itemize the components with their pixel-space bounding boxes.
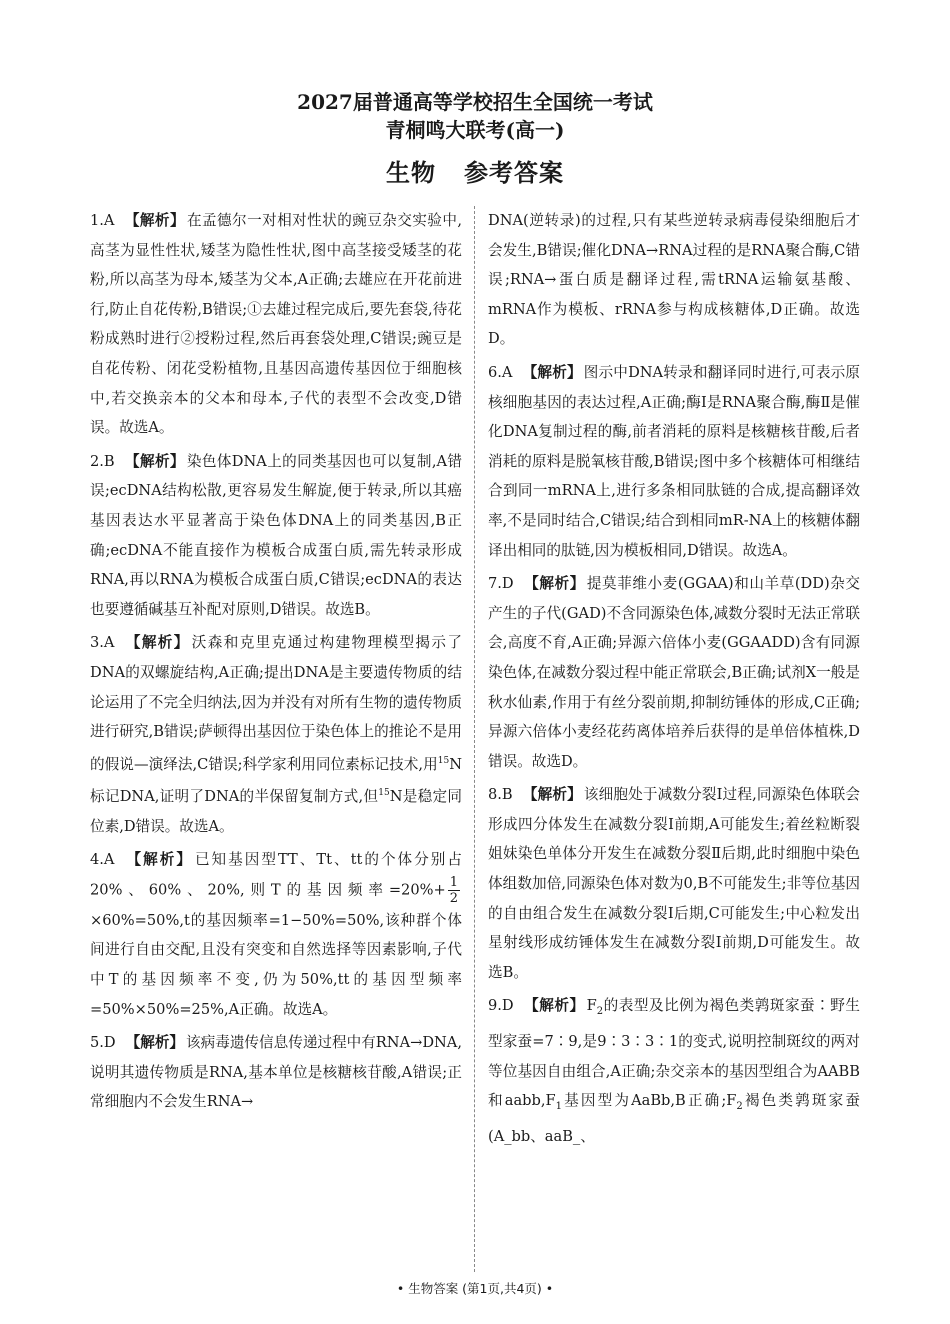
answer-text: N是稳定同位素,D错误。故选A。 xyxy=(90,788,462,835)
generation-subscript: 2 xyxy=(736,1101,743,1113)
answer-number: 7.D xyxy=(488,575,514,593)
exam-title: 2027届普通高等学校招生全国统一考试 xyxy=(297,90,653,114)
answer-item-6 xyxy=(488,358,860,565)
answer-number: 1.A xyxy=(90,212,115,229)
answer-text: ×60%=50%,t的基因频率=1−50%=50%,该种群个体间进行自由交配,且没有突变和自然选择等因素影响,子代中T的基因频率不变,仍为50%,tt的基因型频率=50%×50%=25%,A正确。故选A。 xyxy=(90,911,462,1018)
page-header xyxy=(0,88,950,190)
subject-name: 生物 xyxy=(386,158,436,187)
analysis-tag: 【解析】 xyxy=(124,212,185,229)
right-column xyxy=(488,206,860,1155)
left-column xyxy=(90,206,462,1121)
answer-number: 2.B xyxy=(90,452,115,470)
analysis-tag: 【解析】 xyxy=(124,851,193,869)
answer-number: 5.D xyxy=(90,1034,116,1052)
exam-subtitle: 青桐鸣大联考(高一) xyxy=(385,118,565,142)
page-footer: • 生物答案 (第1页,共4页) • xyxy=(396,1281,554,1296)
column-divider xyxy=(474,206,475,1272)
analysis-tag: 【解析】 xyxy=(124,452,185,470)
answer-text: 已知基因型TT、Tt、tt的个体分别占20%、60%、20%,则T的基因频率=20%+ xyxy=(90,851,462,899)
answer-text: N标记DNA,证明了DNA的半保留复制方式,但 xyxy=(90,755,462,805)
answer-number: 9.D xyxy=(488,997,514,1015)
doc-type: 参考答案 xyxy=(464,158,564,187)
answer-text: 沃森和克里克通过构建物理模型揭示了DNA的双螺旋结构,A正确;提出DNA是主要遗传物质的结论运用了不完全归纳法,因为并没有对所有生物的遗传物质进行研究,B错误;萨顿得出基因位于染色体上的推论不是用的假说—演绎法,C错误;科学家利用同位素标记技术,用 xyxy=(90,634,462,773)
answer-item-5-continued xyxy=(488,206,860,354)
answer-text: F xyxy=(586,997,597,1015)
answer-text: 基因型为AaBb,B正确;F xyxy=(561,1092,737,1110)
answer-text: 该病毒遗传信息传递过程中有RNA→DNA,说明其遗传物质是RNA,基本单位是核糖核苷酸,A错误;正常细胞内不会发生RNA→ xyxy=(90,1034,462,1111)
answer-number: 4.A xyxy=(90,851,115,869)
analysis-tag: 【解析】 xyxy=(522,363,582,381)
analysis-tag: 【解析】 xyxy=(523,575,585,593)
answer-item-5 xyxy=(90,1028,462,1117)
analysis-tag: 【解析】 xyxy=(124,634,190,652)
answer-item-8 xyxy=(488,780,860,987)
analysis-tag: 【解析】 xyxy=(125,1034,185,1052)
answer-item-4 xyxy=(90,845,462,1024)
analysis-tag: 【解析】 xyxy=(523,997,585,1015)
analysis-tag: 【解析】 xyxy=(522,786,582,804)
answer-text: 褐色类鹑斑家蚕(A_bb、aaB_、 xyxy=(488,1092,860,1145)
isotope-superscript: 15 xyxy=(378,788,390,799)
fraction xyxy=(448,875,460,906)
answer-number: 6.A xyxy=(488,363,513,381)
answer-text: DNA(逆转录)的过程,只有某些逆转录病毒侵染细胞后才会发生,B错误;催化DNA→RNA过程的是RNA聚合酶,C错误;RNA→蛋白质是翻译过程,需tRNA运输氨基酸、mRNA作为模板、rRNA参与构成核糖体,D正确。故选D。 xyxy=(488,212,860,348)
answer-text: 在孟德尔一对相对性状的豌豆杂交实验中,高茎为显性性状,矮茎为隐性性状,图中高茎接受矮茎的花粉,所以高茎为母本,矮茎为父本,A正确;去雄应在开花前进行,防止自花传粉,B错误;①去雄过程完成后,要先套袋,待花粉成熟时进行②授粉过程,然后再套袋处理,C错误;豌豆是自花传粉、闭花受粉植物,且基因高遗传基因位于细胞核中,若交换亲本的父本和母本,子代的表型不会改变,D错误。故选A。 xyxy=(90,212,462,437)
isotope-superscript: 15 xyxy=(437,755,450,766)
answer-item-2 xyxy=(90,447,462,625)
answer-text: 的表型及比例为褐色类鹑斑家蚕∶野生型家蚕=7∶9,是9∶3∶3∶1的变式,说明控制斑纹的两对等位基因自由组合,A正确;杂交亲本的基因型组合为AABB和aabb,F xyxy=(488,997,860,1110)
answer-item-3 xyxy=(90,628,462,841)
answer-text: 图示中DNA转录和翻译同时进行,可表示原核细胞基因的表达过程,A正确;酶Ⅰ是RNA聚合酶,酶Ⅱ是催化DNA复制过程的酶,前者消耗的原料是核糖核苷酸,后者消耗的原料是脱氧核苷酸,B错误;图中多个核糖体可相继结合到同一mRNA上,进行多条相同肽链的合成,提高翻译效率,不是同时结合,C错误;结合到相同mR-NA上的核糖体翻译出相同的肽链,因为模板相同,D错误。故选A。 xyxy=(488,363,860,559)
generation-subscript: 2 xyxy=(596,1006,604,1018)
answer-item-7 xyxy=(488,569,860,776)
generation-subscript: 1 xyxy=(555,1101,562,1113)
answer-item-1 xyxy=(90,206,462,443)
fraction-denominator: 2 xyxy=(449,890,458,906)
answer-number: 8.B xyxy=(488,786,513,804)
answer-item-9 xyxy=(488,991,860,1151)
answer-number: 3.A xyxy=(90,634,115,652)
fraction-numerator: 1 xyxy=(449,874,458,890)
answer-text: 该细胞处于减数分裂Ⅰ过程,同源染色体联会形成四分体发生在减数分裂Ⅰ前期,A可能发生;着丝粒断裂姐妹染色单体分开发生在减数分裂Ⅱ后期,此时细胞中染色体组数加倍,同源染色体对数为0,B不可能发生;非等位基因的自由组合发生在减数分裂Ⅰ后期,C可能发生;中心粒发出星射线形成纺锤体发生在减数分裂Ⅰ前期,D可能发生。故选B。 xyxy=(488,786,860,981)
answer-title xyxy=(0,156,950,190)
answer-text: 提莫菲维小麦(GGAA)和山羊草(DD)杂交产生的子代(GAD)不含同源染色体,减数分裂时无法正常联会,高度不育,A正确;异源六倍体小麦(GGAADD)含有同源染色体,在减数分裂过程中能正常联会,B正确;试剂X一般是秋水仙素,作用于有丝分裂前期,抑制纺锤体的形成,C正确;异源六倍体小麦经花药离体培养后获得的是单倍体植株,D错误。故选D。 xyxy=(488,575,860,770)
answer-text: 染色体DNA上的同类基因也可以复制,A错误;ecDNA结构松散,更容易发生解旋,便于转录,所以其癌基因表达水平显著高于染色体DNA上的同类基因,B正确;ecDNA不能直接作为模板合成蛋白质,需先转录形成RNA,再以RNA为模板合成蛋白质,C错误;ecDNA的表达也要遵循碱基互补配对原则,D错误。故选B。 xyxy=(90,452,462,618)
